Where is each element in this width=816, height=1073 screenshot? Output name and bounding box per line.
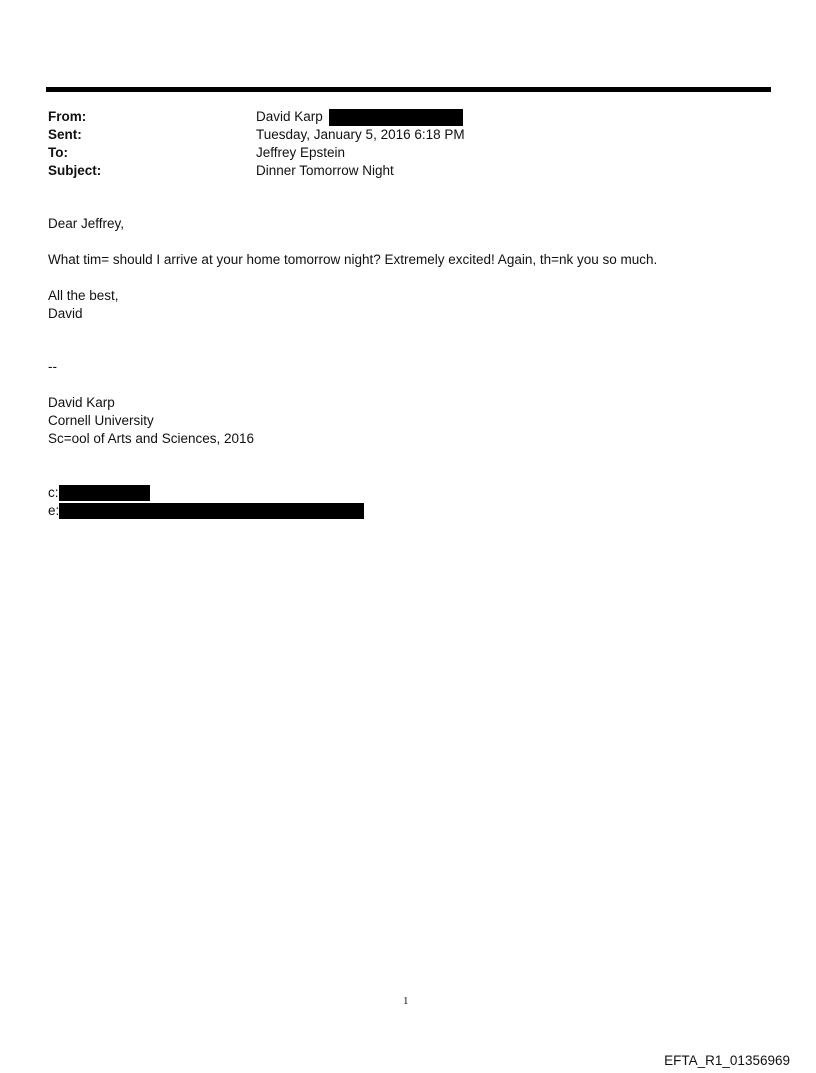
- subject-row: [48, 162, 465, 180]
- sent-row: [48, 126, 465, 144]
- sent-label: Sent:: [48, 127, 82, 142]
- signature-email: [48, 466, 364, 538]
- email-label: e:: [48, 503, 60, 518]
- to-row: [48, 144, 465, 162]
- page-number: 1: [403, 995, 409, 1007]
- signature-college: Sc=ool of Arts and Sciences, 2016: [48, 431, 255, 446]
- sent-value: Tuesday, January 5, 2016 6:18 PM: [256, 127, 465, 142]
- from-label: From:: [48, 109, 87, 124]
- subject-label: Subject:: [48, 163, 102, 178]
- signature-name: David Karp: [48, 395, 115, 410]
- from-row: [48, 108, 465, 126]
- email-header: [48, 108, 465, 180]
- document-id: EFTA_R1_01356969: [664, 1053, 790, 1068]
- phone-label: c:: [48, 485, 59, 500]
- signature-school: Cornell University: [48, 413, 154, 428]
- header-divider: [46, 87, 771, 92]
- signature-separator: --: [48, 359, 57, 374]
- closing: All the best,: [48, 288, 119, 303]
- message-paragraph: What tim= should I arrive at your home tomorrow night? Extremely excited! Again, th=nk you so much.: [48, 252, 658, 267]
- sender-name: David: [48, 306, 83, 321]
- redaction-box: [59, 503, 364, 519]
- to-value: Jeffrey Epstein: [256, 145, 346, 160]
- greeting: Dear Jeffrey,: [48, 216, 125, 231]
- from-value: David Karp: [256, 109, 323, 124]
- subject-value: Dinner Tomorrow Night: [256, 163, 394, 178]
- to-label: To:: [48, 145, 68, 160]
- redaction-box: [329, 109, 463, 126]
